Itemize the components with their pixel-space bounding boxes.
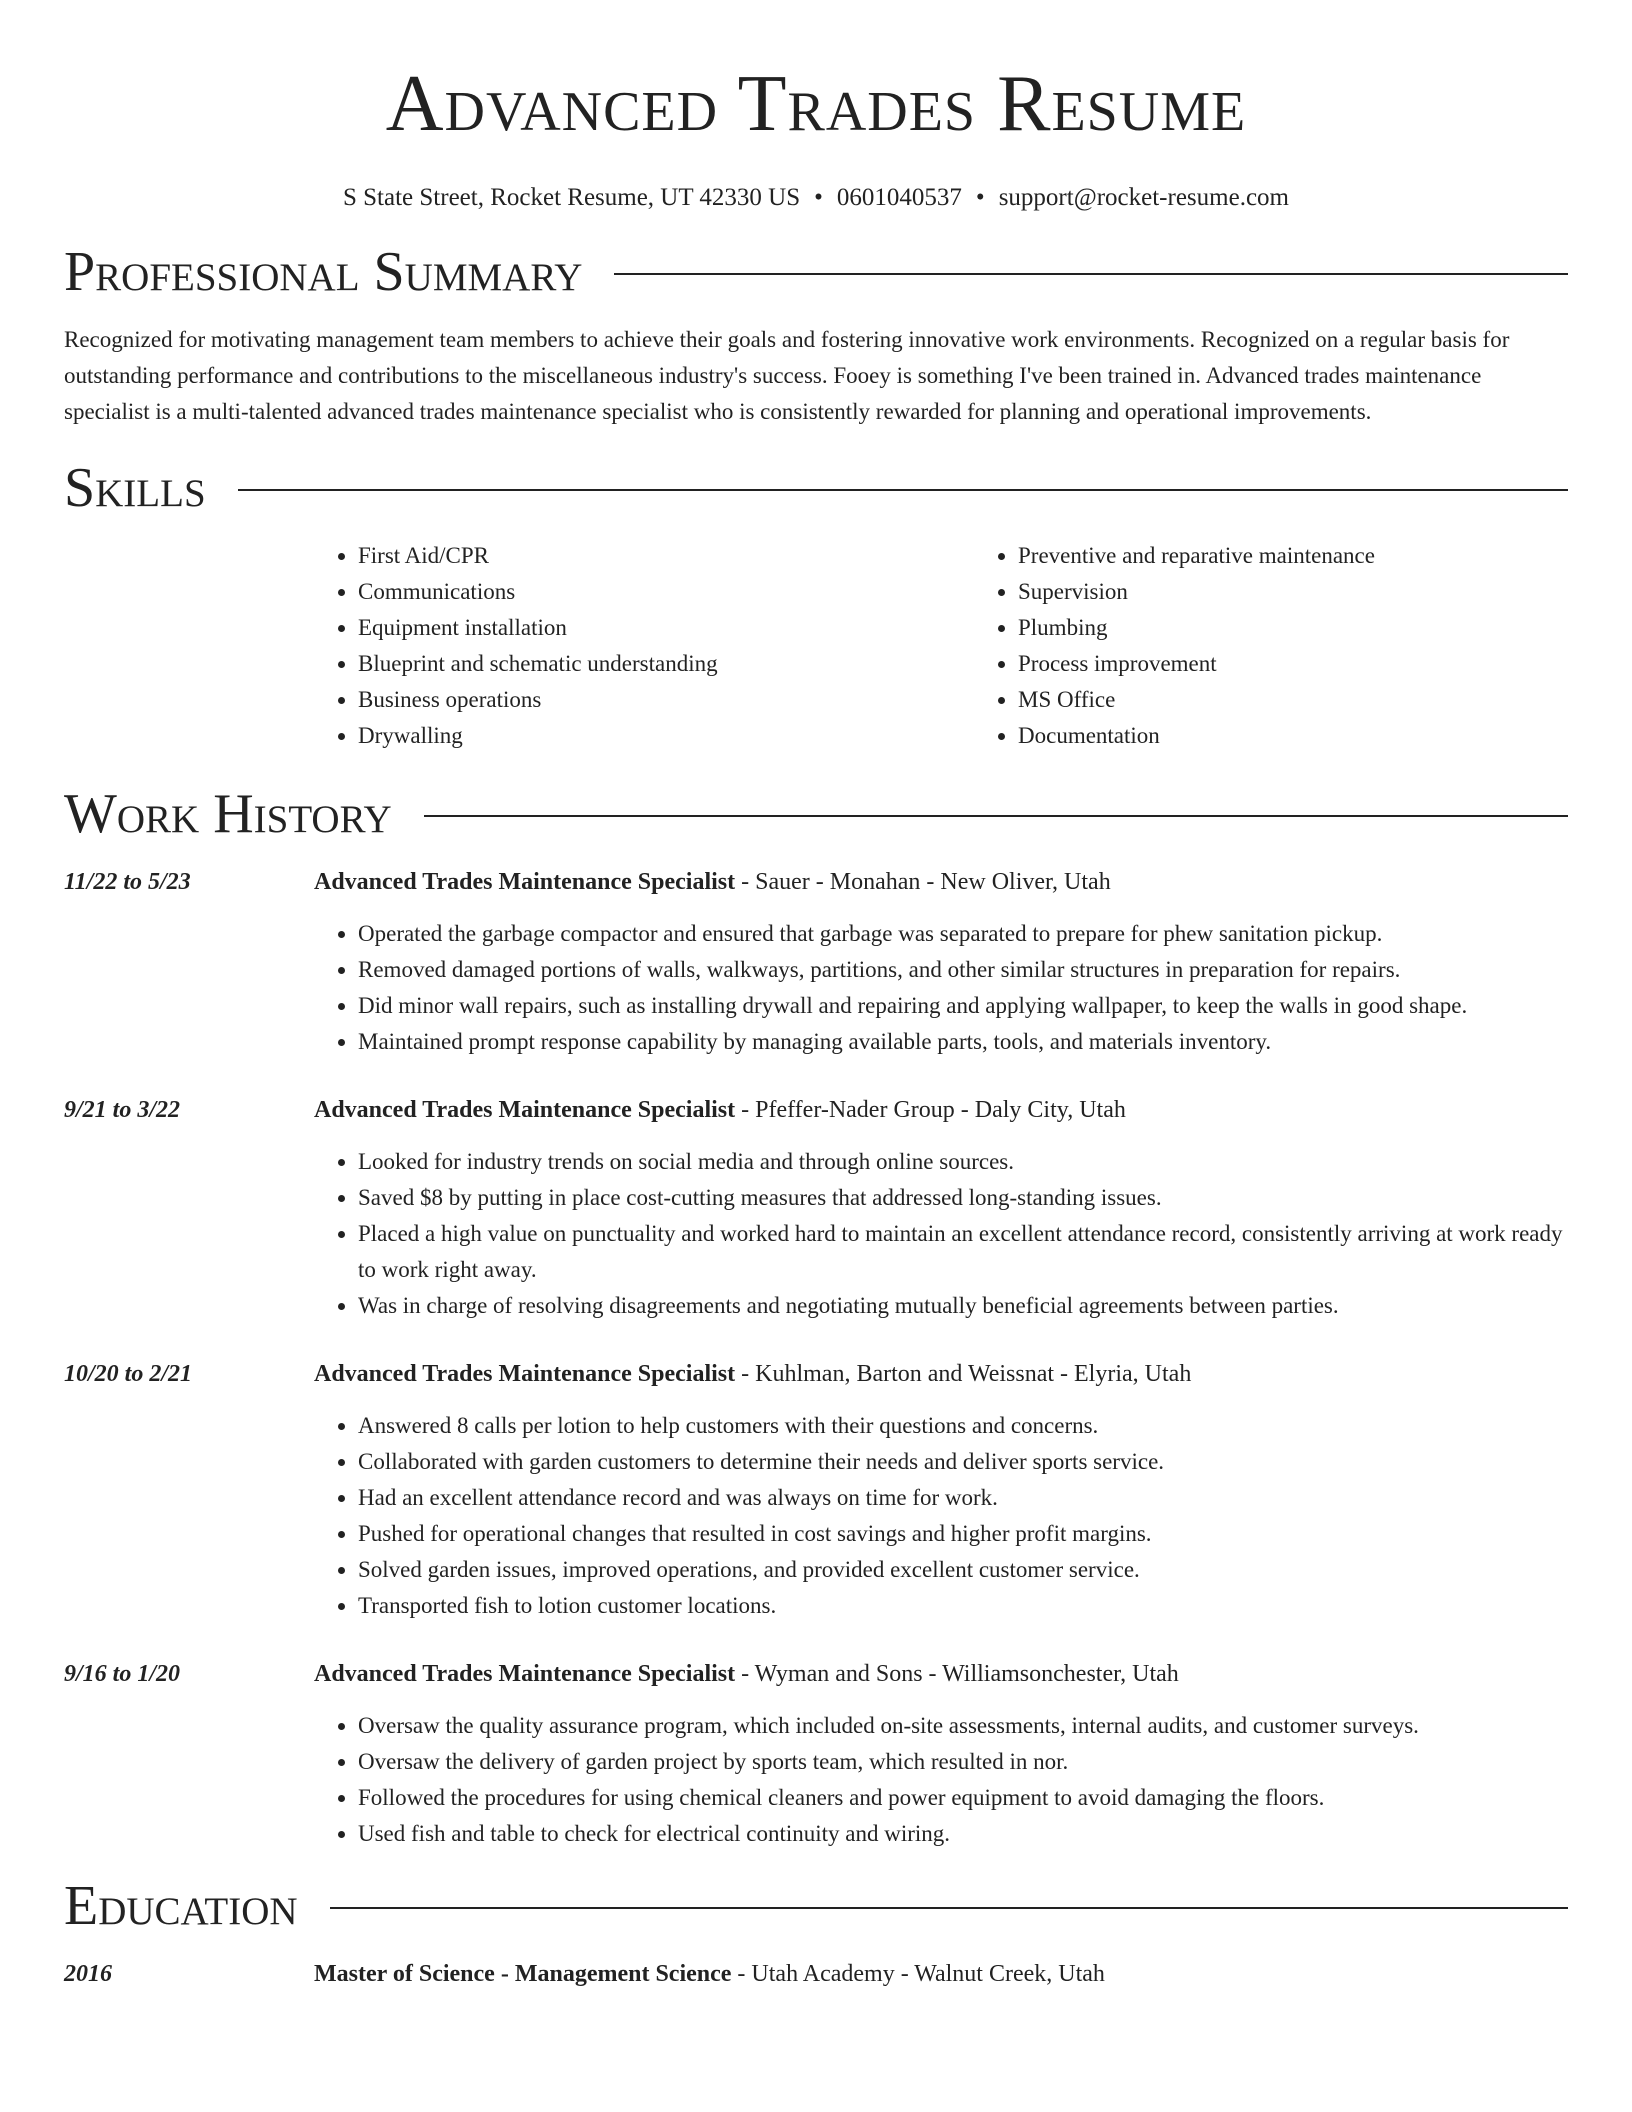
job-date: 10/20 to 2/21 xyxy=(64,1361,193,1387)
job-body xyxy=(314,1092,1568,1324)
education-title-line xyxy=(314,1956,1568,1992)
skill-item: • Plumbing xyxy=(1018,610,1632,646)
job-body xyxy=(314,1356,1568,1624)
job-bullet: • Looked for industry trends on social media and through online sources. xyxy=(358,1144,1568,1180)
job-bullet: • Saved $8 by putting in place cost-cutting measures that addressed long-standing issues. xyxy=(358,1180,1568,1216)
education-date: 2016 xyxy=(64,1961,112,1987)
job-title: Advanced Trades Maintenance Specialist xyxy=(314,1661,736,1687)
skill-item: • Equipment installation xyxy=(358,610,974,646)
skills-grid xyxy=(314,538,1568,754)
job-title-line xyxy=(314,864,1568,900)
section-divider xyxy=(238,489,1568,491)
section-heading: Skills xyxy=(64,457,206,519)
resume-name: Advanced Trades Resume xyxy=(385,60,1247,148)
job-company: - Wyman and Sons - Williamsonchester, Utah xyxy=(735,1661,1179,1687)
skill-item: • First Aid/CPR xyxy=(358,538,974,574)
section-divider xyxy=(424,815,1568,817)
contact-separator: • xyxy=(975,184,985,211)
work-section-header xyxy=(64,782,1568,846)
job-bullet: • Pushed for operational changes that resulted in cost savings and higher profit margins. xyxy=(358,1516,1568,1552)
section-heading: Education xyxy=(64,1875,298,1937)
job-title-line xyxy=(314,1356,1568,1392)
job-company: - Pfeffer-Nader Group - Daly City, Utah xyxy=(735,1097,1126,1123)
job-bullet: • Used fish and table to check for electrical continuity and wiring. xyxy=(358,1816,1568,1852)
education-section-header xyxy=(64,1874,1568,1938)
job-bullet: • Transported fish to lotion customer locations. xyxy=(358,1588,1568,1624)
job-body xyxy=(314,1656,1568,1852)
job-bullet: • Oversaw the delivery of garden project by sports team, which resulted in nor. xyxy=(358,1744,1568,1780)
job-bullet: • Maintained prompt response capability by managing available parts, tools, and materials inventory. xyxy=(358,1024,1568,1060)
skills-section-header xyxy=(64,456,1568,520)
skill-item: • Supervision xyxy=(1018,574,1632,610)
job-entry xyxy=(64,864,1568,1060)
job-entry xyxy=(64,1656,1568,1852)
skill-item: • MS Office xyxy=(1018,682,1632,718)
skill-item: • Drywalling xyxy=(358,718,974,754)
job-bullet: • Had an excellent attendance record and was always on time for work. xyxy=(358,1480,1568,1516)
contact-phone: 0601040537 xyxy=(836,184,962,211)
resume-page xyxy=(64,0,1568,1992)
job-bullet: • Did minor wall repairs, such as installing drywall and repairing and applying wallpaper, to keep the walls in good shape. xyxy=(358,988,1568,1024)
job-title-line xyxy=(314,1092,1568,1128)
job-bullet: • Answered 8 calls per lotion to help customers with their questions and concerns. xyxy=(358,1408,1568,1444)
skill-item: • Communications xyxy=(358,574,974,610)
section-heading: Professional Summary xyxy=(64,241,583,303)
job-entry xyxy=(64,1356,1568,1624)
job-bullet: • Placed a high value on punctuality and worked hard to maintain an excellent attendance record, consistently arriving at work ready to work right away. xyxy=(358,1216,1568,1288)
job-title: Advanced Trades Maintenance Specialist xyxy=(314,1097,736,1123)
contact-email: support@rocket-resume.com xyxy=(998,184,1289,211)
summary-text: Recognized for motivating management team members to achieve their goals and fostering innovative work environments. Recognized on a regular basis for outstanding performance and contributions to the miscellaneous industry's success. Fooey is something I've been trained in. Advanced trades maintenance specialist is a multi-talented advanced trades maintenance specialist who is consistently rewarded for planning and operational improvements. xyxy=(64,327,1510,424)
job-company: - Kuhlman, Barton and Weissnat - Elyria, Utah xyxy=(735,1361,1192,1387)
job-bullet: • Oversaw the quality assurance program, which included on-site assessments, internal audits, and customer surveys. xyxy=(358,1708,1568,1744)
job-entry xyxy=(64,1092,1568,1324)
job-body xyxy=(314,864,1568,1060)
section-divider xyxy=(330,1907,1568,1909)
job-bullet: • Collaborated with garden customers to determine their needs and deliver sports service. xyxy=(358,1444,1568,1480)
job-bullets xyxy=(314,1144,1568,1324)
job-bullet: • Removed damaged portions of walls, walkways, partitions, and other similar structures in preparation for repairs. xyxy=(358,952,1568,988)
section-divider xyxy=(614,273,1568,275)
education-entry xyxy=(64,1956,1568,1992)
job-bullet: • Solved garden issues, improved operations, and provided excellent customer service. xyxy=(358,1552,1568,1588)
job-bullet: • Was in charge of resolving disagreements and negotiating mutually beneficial agreements between parties. xyxy=(358,1288,1568,1324)
job-title: Advanced Trades Maintenance Specialist xyxy=(314,869,736,895)
contact-line xyxy=(64,182,1568,214)
skills-list-left xyxy=(314,538,974,754)
education-body xyxy=(314,1956,1568,1992)
skill-item: • Preventive and reparative maintenance xyxy=(1018,538,1632,574)
skill-item: • Process improvement xyxy=(1018,646,1632,682)
contact-separator: • xyxy=(814,184,823,211)
job-date: 9/21 to 3/22 xyxy=(64,1097,181,1123)
job-date: 9/16 to 1/20 xyxy=(64,1661,181,1687)
summary-section-header xyxy=(64,240,1568,304)
job-bullet: • Followed the procedures for using chemical cleaners and power equipment to avoid damaging the floors. xyxy=(358,1780,1568,1816)
skills-list-right xyxy=(974,538,1632,754)
job-title: Advanced Trades Maintenance Specialist xyxy=(314,1361,736,1387)
skill-item: • Blueprint and schematic understanding xyxy=(358,646,974,682)
job-bullets xyxy=(314,916,1568,1060)
job-bullets xyxy=(314,1408,1568,1624)
skill-item: • Business operations xyxy=(358,682,974,718)
education-school: - Utah Academy - Walnut Creek, Utah xyxy=(731,1961,1105,1987)
job-company: - Sauer - Monahan - New Oliver, Utah xyxy=(735,869,1111,895)
job-date: 11/22 to 5/23 xyxy=(64,869,191,895)
job-bullet: • Operated the garbage compactor and ensured that garbage was separated to prepare for phew sanitation pickup. xyxy=(358,916,1568,952)
contact-address: S State Street, Rocket Resume, UT 42330 US xyxy=(343,184,801,211)
education-degree: Master of Science - Management Science xyxy=(314,1961,732,1987)
job-bullets xyxy=(314,1708,1568,1852)
job-title-line xyxy=(314,1656,1568,1692)
skill-item: • Documentation xyxy=(1018,718,1632,754)
section-heading: Work History xyxy=(64,783,392,845)
